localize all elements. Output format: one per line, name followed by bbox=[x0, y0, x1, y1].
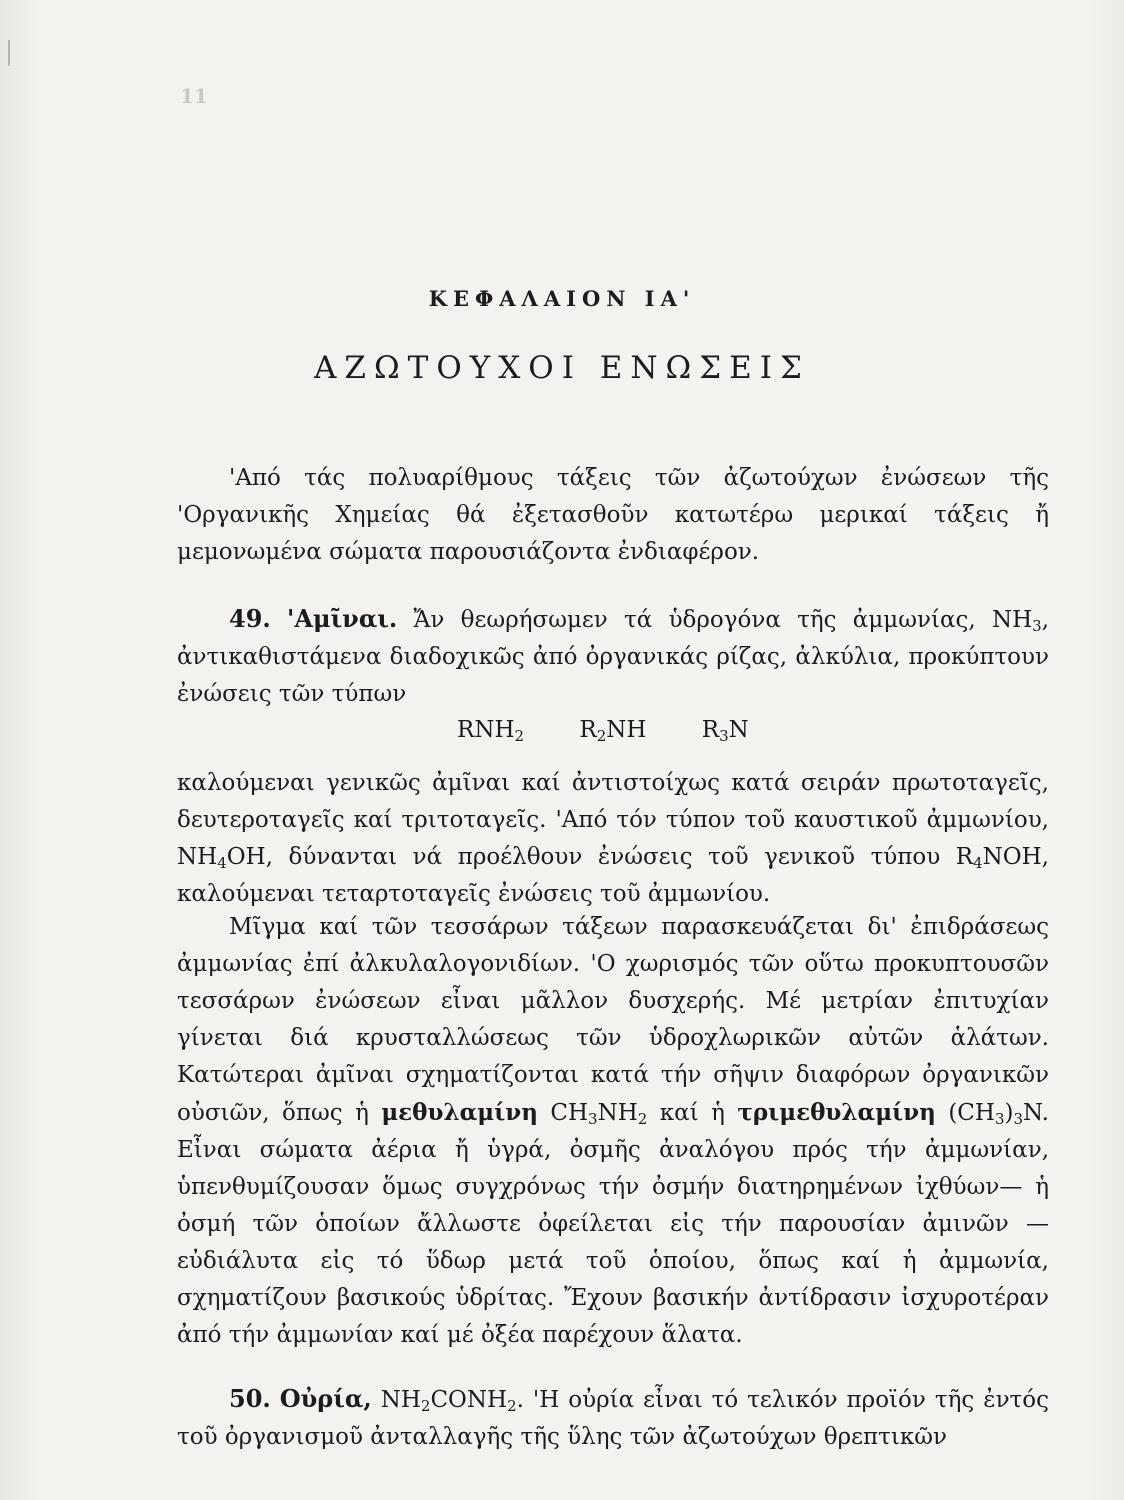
binding-mark bbox=[8, 40, 10, 66]
amine-preparation-paragraph: Μῖγμα καί τῶν τεσσάρων τάξεων παρασκευάζεται δι' ἐπιδράσεως ἀμμωνίας ἐπί ἀλκυλαλογονιδίων. 'Ο χωρισμός τῶν οὕτω προκυπτουσῶν τεσσάρων ἐνώσεων εἶναι μᾶλλον δυσχερής. Μέ μετρίαν ἐπιτυχίαν γίνεται διά κρυσταλλώσεως τῶν ὑδροχλωρικῶν αὐτῶν ἁλάτων. Κατώτεραι ἀμῖναι σχηματίζονται κατά τήν σῆψιν διαφόρων ὀργανικῶν οὐσιῶν, ὅπως ἡ μεθυλαμίνη $CH_3NH_2$ καί ἡ τριμεθυλαμίνη $(CH_3)_3N$. Εἶναι σώματα ἀέρια ἤ ὑγρά, ὀσμῆς ἀναλόγου πρός τήν ἀμμωνίαν, ὑπενθυμίζουσαν ὅμως συγχρόνως τήν ὀσμήν διατηρημένων ἰχθύων— ἡ ὀσμή τῶν ὁποίων ἄλλωστε ὀφείλεται εἰς τήν παρουσίαν ἀμινῶν — εὐδιάλυτα εἰς τό ὕδωρ μετά τοῦ ὁποίου, ὅπως καί ἡ ἀμμωνία, σχηματίζουν βασικούς ὑδρίτας. Ἔχουν βασικήν ἀντίδρασιν ἰσχυροτέραν ἀπό τήν ἀμμωνίαν καί μέ ὀξέα παρέχουν ἅλατα. bbox=[177, 914, 1049, 1348]
formula-tertiary: $R_3N$ bbox=[701, 717, 749, 745]
section-50-number: 50. bbox=[229, 1384, 271, 1413]
section-49-sub-a: 3 bbox=[1032, 617, 1042, 635]
page-number: 11 bbox=[180, 84, 208, 108]
term-methylamine: μεθυλαμίνη bbox=[381, 1099, 538, 1126]
chapter-title: ΑΖΩΤΟΥΧΟΙ ΕΝΩΣΕΙΣ bbox=[314, 350, 810, 386]
chapter-label: ΚΕΦΑΛΑΙΟΝ ΙΑ' bbox=[428, 286, 696, 311]
section-49-paragraph bbox=[177, 600, 1049, 713]
section-50-paragraph: 50. Οὐρία, $NH_2CONH_2$. 'Η οὐρία εἶναι τό τελικόν προϊόν τῆς ἐντός τοῦ ὀργανισμοῦ ἀνταλλαγῆς τῆς ὕλης τῶν ἀζωτούχων θρεπτικῶν bbox=[177, 1384, 1050, 1450]
amine-classes-paragraph: καλούμεναι γενικῶς ἀμῖναι καί ἀντιστοίχως κατά σειράν πρωτοταγεῖς, δευτεροταγεῖς καί τριτοταγεῖς. 'Από τόν τύπον τοῦ καυστικοῦ ἀμμωνίου, $NH_4OH$, δύνανται νά προέλθουν ἐνώσεις τοῦ γενικοῦ τύπου $R_4NOH$, καλούμεναι τεταρτοταγεῖς ἐνώσεις τοῦ ἀμμωνίου. bbox=[177, 770, 1049, 907]
term-trimethylamine: τριμεθυλαμίνη bbox=[737, 1099, 936, 1126]
intro-paragraph: 'Από τάς πολυαρίθμους τάξεις τῶν ἀζωτούχων ἐνώσεων τῆς 'Οργανικῆς Χημείας θά ἐξετασθοῦν κατωτέρω μερικαί τάξεις ἤ μεμονωμένα σώματα παρουσιάζοντα ἐνδιαφέρον. bbox=[177, 465, 1049, 565]
section-49-text-a: Ἄν θεωρήσωμεν τά ὑδρογόνα τῆς ἀμμωνίας, NH bbox=[413, 607, 1033, 633]
formula-secondary: $R_2NH$ bbox=[579, 717, 647, 745]
formula-primary: $RNH_2$ bbox=[457, 717, 525, 745]
section-50-heading: Οὐρία, bbox=[279, 1384, 372, 1413]
amine-formulas bbox=[457, 717, 797, 743]
section-49-text-b: , ἀντικαθιστάμενα διαδοχικῶς ἀπό ὀργανικάς ρίζας, ἀλκύλια, προκύπτουν ἐνώσεις τῶν τύπων bbox=[177, 607, 1049, 707]
section-49-number: 49. bbox=[229, 604, 271, 633]
section-50-text: 'Η οὐρία εἶναι τό τελικόν προϊόν τῆς ἐντός τοῦ ὀργανισμοῦ ἀνταλλαγῆς τῆς ὕλης τῶν ἀζωτούχων θρεπτικῶν bbox=[177, 1387, 1050, 1450]
section-49-heading: 'Αμῖναι. bbox=[287, 604, 398, 633]
